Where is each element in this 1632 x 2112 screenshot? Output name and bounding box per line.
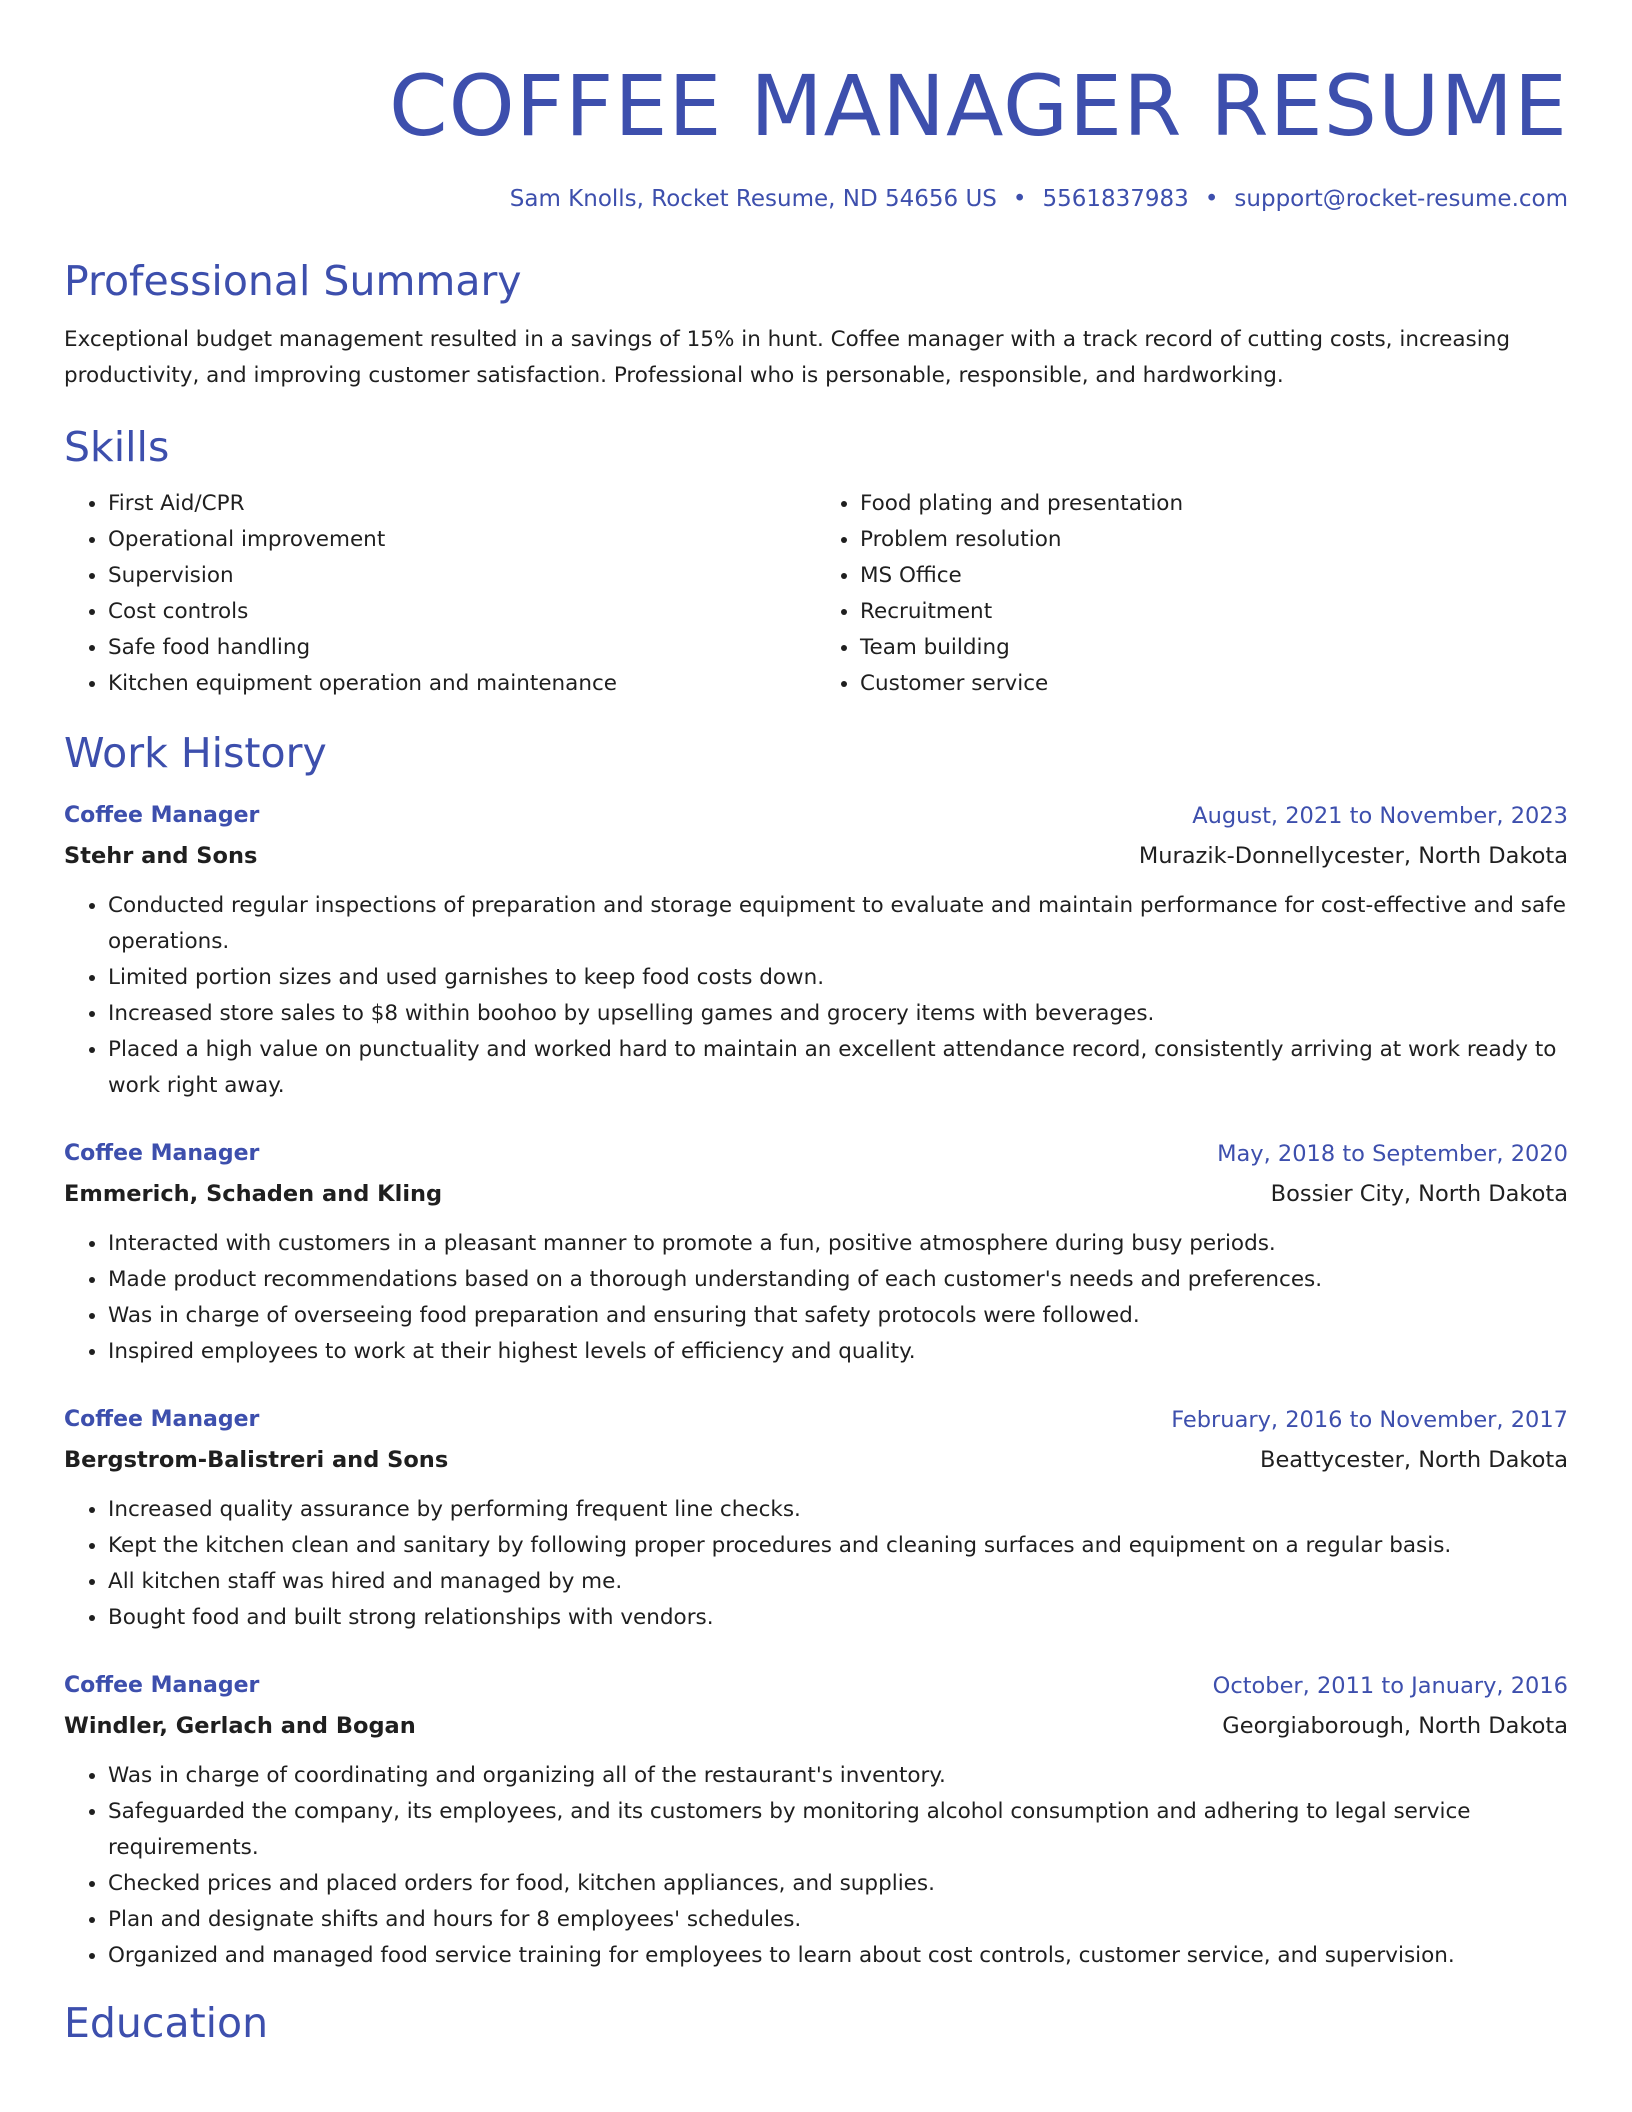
job-header-row xyxy=(64,1666,1568,1706)
job-dates: May, 2018 to September, 2020 xyxy=(1217,1141,1568,1167)
job-bullet: • Safeguarded the company, its employees, and its customers by monitoring alcohol consumption and adhering to legal service requirements. xyxy=(108,1794,1568,1866)
job-entry xyxy=(64,1666,1568,1974)
skills-column-right xyxy=(816,486,1568,702)
job-bullet: • Made product recommendations based on a thorough understanding of each customer's needs and preferences. xyxy=(108,1262,1568,1298)
contact-line xyxy=(64,184,1568,214)
contact-separator: • xyxy=(1012,186,1027,212)
job-title: Coffee Manager xyxy=(64,1673,260,1698)
skill-item: • Food plating and presentation xyxy=(860,486,1568,522)
job-bullets xyxy=(64,1758,1568,1974)
job-entry xyxy=(64,1134,1568,1370)
skills-list xyxy=(64,486,1568,702)
skill-item: • Kitchen equipment operation and maintenance xyxy=(108,666,816,702)
contact-phone: 5561837983 xyxy=(1042,186,1189,212)
skill-item: • Supervision xyxy=(108,558,816,594)
job-header-row xyxy=(64,796,1568,836)
job-location: Bossier City, North Dakota xyxy=(1270,1181,1568,1207)
job-header-row xyxy=(64,1400,1568,1440)
skill-item: • Team building xyxy=(860,630,1568,666)
job-title: Coffee Manager xyxy=(64,803,260,828)
skill-item: • Cost controls xyxy=(108,594,816,630)
contact-separator: • xyxy=(1204,186,1219,212)
summary-text: Exceptional budget management resulted in a savings of 15% in hunt. Coffee manager with a track record of cutting costs, increasing productivity, and improving customer satisfaction. Professional who is personable, responsible, and hardworking. xyxy=(64,327,1510,388)
skill-item: • Safe food handling xyxy=(108,630,816,666)
job-bullet: • Inspired employees to work at their highest levels of efficiency and quality. xyxy=(108,1334,1568,1370)
resume-title: COFFEE MANAGER RESUME xyxy=(388,57,1568,155)
job-bullet: • Interacted with customers in a pleasant manner to promote a fun, positive atmosphere during busy periods. xyxy=(108,1226,1568,1262)
job-header-row xyxy=(64,1134,1568,1174)
job-bullet: • Organized and managed food service training for employees to learn about cost controls, customer service, and supervision. xyxy=(108,1938,1568,1974)
job-location: Murazik-Donnellycester, North Dakota xyxy=(1138,843,1568,869)
job-location: Beattycester, North Dakota xyxy=(1260,1447,1568,1473)
job-company: Emmerich, Schaden and Kling xyxy=(64,1181,443,1207)
skill-item: • Recruitment xyxy=(860,594,1568,630)
job-dates: February, 2016 to November, 2017 xyxy=(1171,1407,1568,1433)
job-bullet: • Limited portion sizes and used garnishes to keep food costs down. xyxy=(108,960,1568,996)
resume-page xyxy=(64,0,1568,2048)
contact-address: Sam Knolls, Rocket Resume, ND 54656 US xyxy=(509,186,997,212)
job-company-row xyxy=(64,1174,1568,1214)
job-title: Coffee Manager xyxy=(64,1407,260,1432)
job-bullet: • Kept the kitchen clean and sanitary by following proper procedures and cleaning surfaces and equipment on a regular basis. xyxy=(108,1528,1568,1564)
job-company-row xyxy=(64,1440,1568,1480)
education-heading: Education xyxy=(64,1999,269,2047)
job-bullet: • Checked prices and placed orders for food, kitchen appliances, and supplies. xyxy=(108,1866,1568,1902)
skill-item: • First Aid/CPR xyxy=(108,486,816,522)
contact-email[interactable]: support@rocket-resume.com xyxy=(1234,186,1568,212)
job-entry xyxy=(64,796,1568,1104)
job-bullets xyxy=(64,888,1568,1104)
summary-heading: Professional Summary xyxy=(64,257,522,305)
job-bullet: • Bought food and built strong relationships with vendors. xyxy=(108,1600,1568,1636)
job-title: Coffee Manager xyxy=(64,1141,260,1166)
job-bullet: • Was in charge of coordinating and organizing all of the restaurant's inventory. xyxy=(108,1758,1568,1794)
job-bullet: • All kitchen staff was hired and managed by me. xyxy=(108,1564,1568,1600)
job-bullet: • Placed a high value on punctuality and worked hard to maintain an excellent attendance record, consistently arriving at work ready to work right away. xyxy=(108,1032,1568,1104)
skill-item: • Operational improvement xyxy=(108,522,816,558)
job-company: Stehr and Sons xyxy=(64,843,258,869)
job-dates: August, 2021 to November, 2023 xyxy=(1192,803,1568,829)
job-bullets xyxy=(64,1492,1568,1636)
skill-item: • Problem resolution xyxy=(860,522,1568,558)
job-company-row xyxy=(64,836,1568,876)
job-bullet: • Increased quality assurance by performing frequent line checks. xyxy=(108,1492,1568,1528)
job-bullet: • Plan and designate shifts and hours for 8 employees' schedules. xyxy=(108,1902,1568,1938)
job-bullets xyxy=(64,1226,1568,1370)
job-bullet: • Increased store sales to $8 within boohoo by upselling games and grocery items with beverages. xyxy=(108,996,1568,1032)
skill-item: • MS Office xyxy=(860,558,1568,594)
job-bullet: • Was in charge of overseeing food preparation and ensuring that safety protocols were followed. xyxy=(108,1298,1568,1334)
job-location: Georgiaborough, North Dakota xyxy=(1222,1713,1568,1739)
skill-item: • Customer service xyxy=(860,666,1568,702)
job-entry xyxy=(64,1400,1568,1636)
job-company-row xyxy=(64,1706,1568,1746)
job-dates: October, 2011 to January, 2016 xyxy=(1212,1673,1568,1699)
job-company: Windler, Gerlach and Bogan xyxy=(64,1713,416,1739)
skills-heading: Skills xyxy=(64,423,170,471)
job-company: Bergstrom-Balistreri and Sons xyxy=(64,1447,449,1473)
skills-column-left xyxy=(64,486,816,702)
work-history-heading: Work History xyxy=(64,729,327,777)
job-bullet: • Conducted regular inspections of preparation and storage equipment to evaluate and maintain performance for cost-effective and safe operations. xyxy=(108,888,1568,960)
